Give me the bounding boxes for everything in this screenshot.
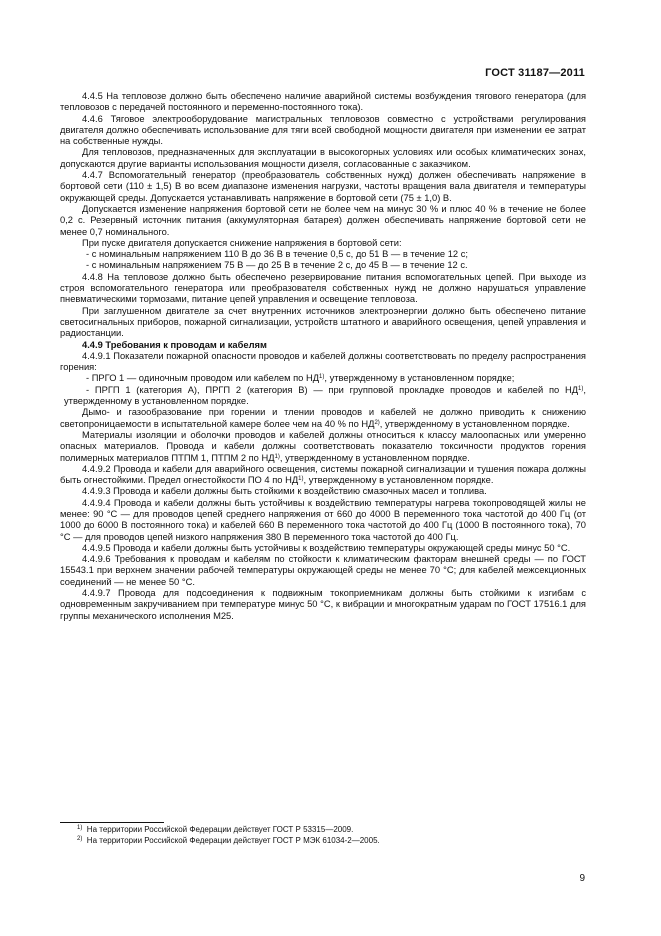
paragraph-engine-start: При пуске двигателя допускается снижение напряжения в бортовой сети:	[82, 237, 402, 248]
paragraph-high-altitude: Для тепловозов, предназначенных для эксплуатации в высокогорных условиях или особых климатических зонах, допускаются другие варианты использования мощности дизеля, согласованные с заказчиком.	[60, 147, 586, 169]
footnote-ref: 1)	[578, 385, 584, 392]
list-item-prgo: - ПРГО 1 — одиночным проводом или кабелем по НД$^{1)}$, утвержденному в установленном порядке;	[86, 373, 515, 384]
footnote-ref: 1)	[319, 374, 325, 381]
paragraph-4-4-9-6: 4.4.9.6 Требования к проводам и кабелям по стойкости к климатическим факторам внешней среды — по ГОСТ 15543.1 при верхнем значении рабочей температуры окружающей среды не менее 70 °С; для кабелей межсекционных соединений — не менее 50 °С.	[60, 554, 586, 587]
paragraph-4-4-9-3: 4.4.9.3 Провода и кабели должны быть стойкими к воздействию смазочных масел и топлива.	[82, 486, 487, 497]
paragraph-4-4-6: 4.4.6 Тяговое электрооборудование магистральных тепловозов совместно с устройствами регулирования двигателя должно обеспечивать использование для тяги всей свободной мощности двигателя при изменении ее затрат на собственные нужды.	[60, 113, 586, 147]
document-body	[60, 91, 586, 622]
footnote-divider	[60, 822, 164, 823]
section-heading-4-4-9: 4.4.9 Требования к проводам и кабелям	[82, 339, 267, 350]
list-item-prgp: - ПРГП 1 (категория А), ПРГП 2 (категория В) — при групповой прокладке проводов и кабелей по НД$^{1)}$, утвержденному в установленном порядке.	[64, 384, 586, 407]
page-number: 9	[579, 873, 585, 884]
footnote-2: $^{2)}$ На территории Российской Федерации действует ГОСТ Р МЭК 61034-2—2005.	[77, 836, 380, 845]
footnote-ref: 1)	[298, 476, 304, 483]
list-item-110v: - с номинальным напряжением 110 В до 36 В в течение 0,5 с, до 51 В — в течение 12 с;	[86, 249, 468, 260]
paragraph-4-4-9-7: 4.4.9.7 Провода для подсоединения к подвижным токоприемникам должны быть стойкими к изгибам с одновременным закручиванием при температуре минус 50 °С, к вибрации и многократным ударам по ГОСТ 17516.1 для группы механического исполнения М25.	[60, 588, 586, 621]
paragraph-4-4-5: 4.4.5 На тепловозе должно быть обеспечено наличие аварийной системы возбуждения тягового генератора (для тепловозов с передачей постоянного и переменно-постоянного тока).	[60, 91, 586, 113]
footnotes	[60, 824, 586, 846]
footnote-ref: 1)	[274, 453, 280, 460]
footnote-1: $^{1)}$ На территории Российской Федерации действует ГОСТ Р 53315—2009.	[77, 825, 354, 834]
document-header: ГОСТ 31187—2011	[485, 67, 585, 79]
paragraph-4-4-8: 4.4.8 На тепловозе должно быть обеспечено резервирование питания вспомогательных цепей. При выходе из строя вспомогательного генератора или преобразователя собственных нужд не должно нарушаться управление пневматическими тормозами, питание цепей управления и освещение тепловоза.	[60, 271, 586, 305]
paragraph-4-4-9-5: 4.4.9.5 Провода и кабели должны быть устойчивы к воздействию температуры окружающей среды минус 50 °С.	[82, 542, 571, 553]
paragraph-insulation: Материалы изоляции и оболочки проводов и кабелей должны относиться к классу малоопасных или умеренно опасных материалов. Провода и кабели должны соответствовать показателю токсичности продуктов горения полимерных материалов ПТПМ 1, ПТПМ 2 по НД$^{1)}$, утвержденному в установленном порядке.	[60, 429, 586, 463]
paragraph-stopped-engine: При заглушенном двигателе за счет внутренних источников электроэнергии должно быть обеспечено питание светосигнальных приборов, пожарной сигнализации, устройств штатного и аварийного освещения, цепей управления и радиостанции.	[60, 305, 586, 339]
list-item-75v: - с номинальным напряжением 75 В — до 25 В в течение 2 с, до 45 В — в течение 12 с.	[86, 260, 468, 271]
paragraph-4-4-7: 4.4.7 Вспомогательный генератор (преобразователь собственных нужд) должен обеспечивать напряжение в бортовой сети (110 ± 1,5) В во всем диапазоне изменения нагрузки, частоты вращения вала двигателя и температуры окружающей среды. Допускается устанавливать напряжение в бортовой сети (75 ± 1,0) В.	[60, 170, 586, 203]
paragraph-4-4-9-4: 4.4.9.4 Провода и кабели должны быть устойчивы к воздействию температуры нагрева токопроводящей жилы не менее: 90 °С — для проводов цепей среднего напряжения от 660 до 4000 В переменного тока частотой до 400 Гц (от 1000 до 6000 В постоянного тока) и кабелей 660 В переменного тока частотой до 400 Гц (1000 В постоянного тока), 70 °С — для проводов цепей низкого напряжения 380 В переменного тока частотой до 400 Гц.	[60, 497, 586, 542]
footnote-ref: 2)	[374, 419, 380, 426]
paragraph-4-4-9-2: 4.4.9.2 Провода и кабели для аварийного освещения, системы пожарной сигнализации и тушения пожара должны быть огнестойкими. Предел огнестойкости ПО 4 по НД$^{1)}$, утвержденному в установленном порядке.	[60, 463, 586, 486]
paragraph-smoke: Дымо- и газообразование при горении и тлении проводов и кабелей не должно приводить к снижению светопроницаемости в испытательной камере более чем на 40 % по НД$^{2)}$, утвержденному в установленном порядке.	[60, 407, 586, 429]
paragraph-4-4-9-1: 4.4.9.1 Показатели пожарной опасности проводов и кабелей должны соответствовать по пределу распространения горения:	[60, 350, 586, 373]
paragraph-voltage-deviation: Допускается изменение напряжения бортовой сети не более чем на минус 30 % и плюс 40 % в течение не более 0,2 с. Резервный источник питания (аккумуляторная батарея) должен обеспечивать напряжение бортовой сети не менее 0,7 номинального.	[60, 203, 586, 237]
